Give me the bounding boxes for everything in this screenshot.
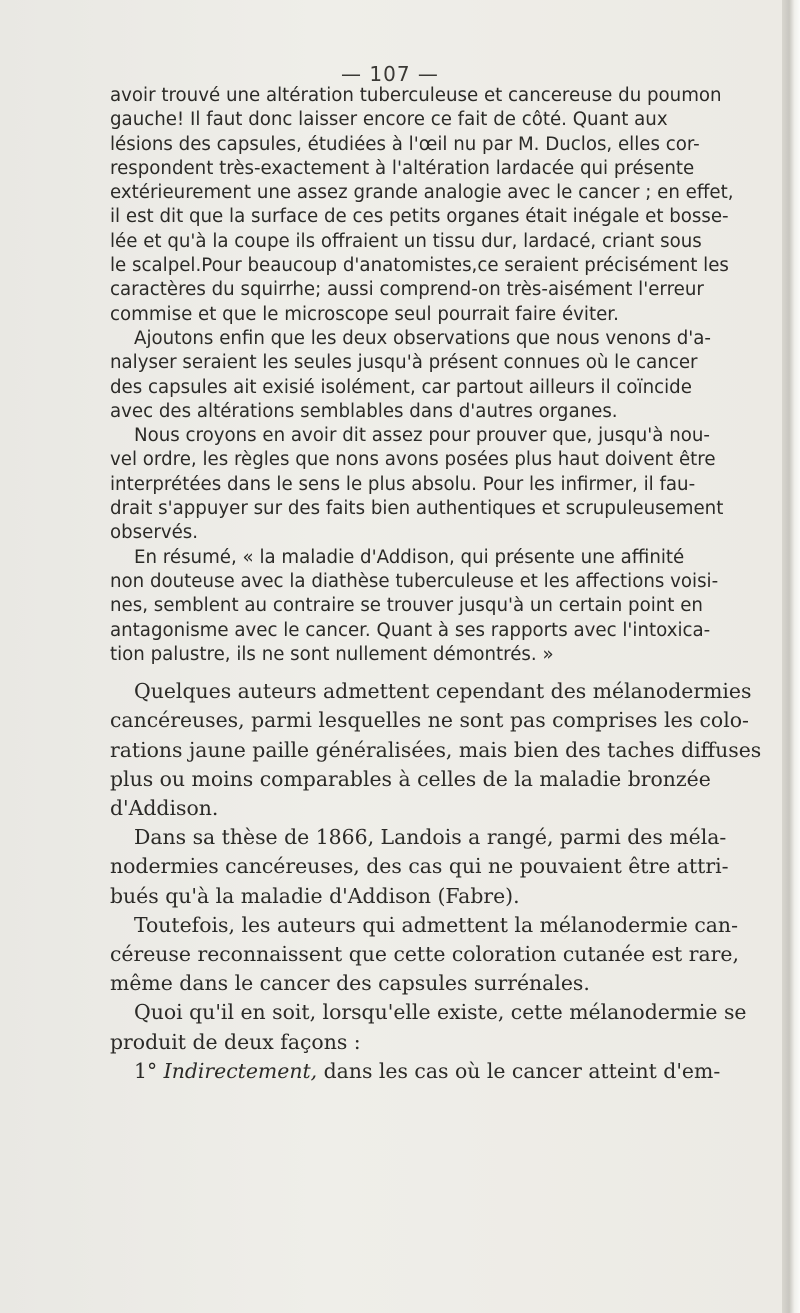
paragraph-7 — [110, 911, 739, 999]
text-line: interprétées dans le sens le plus absolu. Pour les infirmer, il fau- — [110, 473, 696, 495]
text-line: Quelques auteurs admettent cependant des mélanodermies — [134, 679, 752, 704]
text-line: lésions des capsules, étudiées à l'œil nu par M. Duclos, elles cor- — [110, 133, 700, 155]
text-line: extérieurement une assez grande analogie avec le cancer ; en effet, — [110, 182, 734, 204]
text-line: gauche! Il faut donc laisser encore ce fait de côté. Quant aux — [110, 109, 668, 131]
paragraph-8 — [110, 998, 747, 1056]
paragraph-5 — [110, 677, 762, 823]
text-line: d'Addison. — [110, 795, 219, 820]
text-line: tion palustre, ils ne sont nullement démontrés. » — [110, 643, 554, 665]
enumeration-number: 1° — [134, 1058, 158, 1083]
text-line — [110, 1057, 730, 1086]
paragraph-6 — [110, 823, 730, 911]
text-line: Quoi qu'il en soit, lorsqu'elle existe, cette mélanodermie se — [134, 1000, 747, 1025]
text-line: Toutefois, les auteurs qui admettent la mélanodermie can- — [134, 912, 738, 937]
paragraph-2 — [110, 327, 730, 424]
text-line: même dans le cancer des capsules surrénales. — [110, 971, 590, 996]
text-line: il est dit que la surface de ces petits organes était inégale et bosse- — [110, 206, 729, 228]
paragraph-9 — [110, 1057, 730, 1086]
text-line: Ajoutons enfin que les deux observations que nous venons d'a- — [134, 327, 711, 349]
text-line: drait s'appuyer sur des faits bien authentiques et scrupuleusement — [110, 498, 724, 520]
text-line: avec des altérations semblables dans d'autres organes. — [110, 400, 618, 422]
page-number: — 107 — — [341, 62, 439, 86]
text-line: En résumé, « la maladie d'Addison, qui présente une affinité — [134, 546, 685, 568]
text-line: nalyser seraient les seules jusqu'à présent connues où le cancer — [110, 352, 698, 374]
text-line: caractères du squirrhe; aussi comprend-on très-aisément l'erreur — [110, 279, 704, 301]
text-line: antagonisme avec le cancer. Quant à ses rapports avec l'intoxica- — [110, 619, 711, 641]
text-line: respondent très-exactement à l'altération lardacée qui présente — [110, 157, 695, 179]
text-line: produit de deux façons : — [110, 1029, 361, 1054]
paragraph-4 — [110, 546, 730, 667]
text-line: lée et qu'à la coupe ils offraient un tissu dur, lardacé, criant sous — [110, 230, 702, 252]
text-line: céreuse reconnaissent que cette coloration cutanée est rare, — [110, 941, 739, 966]
text-line: nodermies cancéreuses, des cas qui ne pouvaient être attri- — [110, 854, 729, 879]
text-line: vel ordre, les règles que nons avons posées plus haut doivent être — [110, 449, 716, 471]
text-line: cancéreuses, parmi lesquelles ne sont pas comprises les colo- — [110, 708, 749, 733]
text-line: des capsules ait exisié isolément, car partout ailleurs il coïncide — [110, 376, 692, 398]
text-line: commise et que le microscope seul pourrait faire éviter. — [110, 303, 619, 325]
text-line: plus ou moins comparables à celles de la maladie bronzée — [110, 766, 711, 791]
text-line: Nous croyons en avoir dit assez pour prouver que, jusqu'à nou- — [134, 425, 710, 447]
text-line: observés. — [110, 522, 199, 544]
text-line: rations jaune paille généralisées, mais bien des taches diffuses — [110, 737, 762, 762]
paragraph-1 — [110, 84, 734, 327]
text-line: Dans sa thèse de 1866, Landois a rangé, parmi des méla- — [134, 825, 727, 850]
text-line: non douteuse avec la diathèse tuberculeuse et les affections voisi- — [110, 570, 719, 592]
text-line: avoir trouvé une altération tuberculeuse et cancereuse du poumon — [110, 85, 722, 106]
page-edge-shadow — [782, 0, 800, 1313]
body-text — [110, 84, 762, 1086]
text-fragment: dans les cas où le cancer atteint d'em- — [317, 1058, 721, 1083]
paragraph-3 — [110, 424, 730, 545]
italic-term: Indirectement, — [163, 1058, 318, 1083]
text-line: le scalpel.Pour beaucoup d'anatomistes,ce seraient précisément les — [110, 255, 729, 277]
text-line: nes, semblent au contraire se trouver jusqu'à un certain point en — [110, 595, 703, 617]
text-line: bués qu'à la maladie d'Addison (Fabre). — [110, 883, 520, 908]
